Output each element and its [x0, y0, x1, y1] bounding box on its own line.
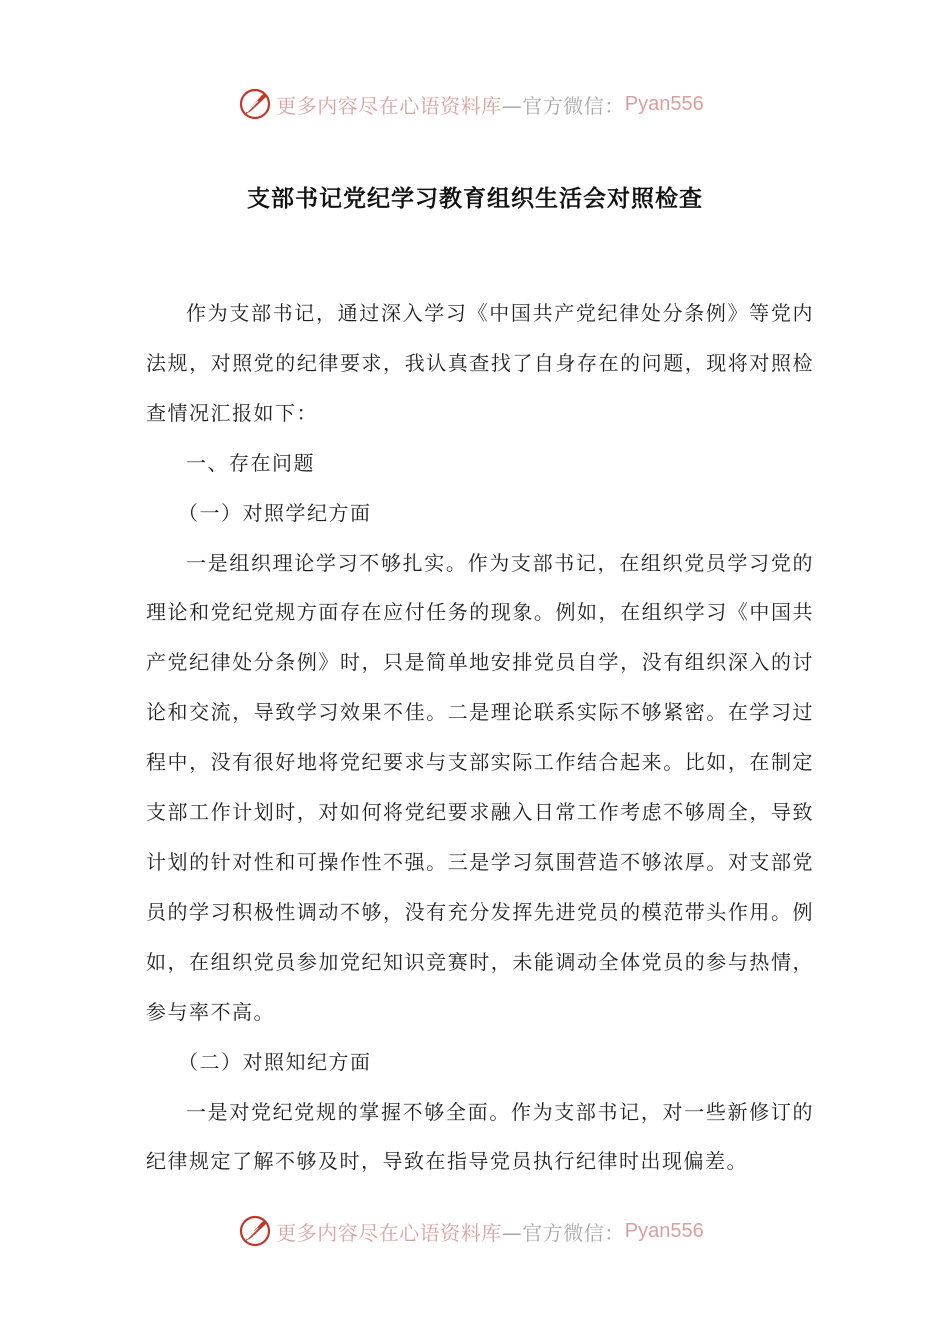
- intro-paragraph: 作为支部书记，通过深入学习《中国共产党纪律处分条例》等党内法规，对照党的纪律要求，我认真查找了自身存在的问题，现将对照检查情况汇报如下：: [146, 301, 814, 425]
- header-brand-text: 更多内容尽在心语资料库: [276, 93, 502, 118]
- document-title: 支部书记党纪学习教育组织生活会对照检查: [247, 186, 703, 212]
- subsection-body-knowing: 一是对党纪党规的掌握不够全面。作为支部书记，对一些新修订的纪律规定了解不够及时，导致在指导党员执行纪律时出现偏差。: [146, 1099, 814, 1174]
- subsection-body-learning: 一是组织理论学习不够扎实。作为支部书记，在组织党员学习党的理论和党纪党规方面存在应付任务的现象。例如，在组织学习《中国共产党纪律处分条例》时，只是简单地安排党员自学，没有组织深入的讨论和交流，导致学习效果不佳。二是理论联系实际不够紧密。在学习过程中，没有很好地将党纪要求与支部实际工作结合起来。比如，在制定支部工作计划时，对如何将党纪要求融入日常工作考虑不够周全，导致计划的针对性和可操作性不强。三是学习氛围营造不够浓厚。对支部党员的学习积极性调动不够，没有充分发挥先进党员的模范带头作用。例如，在组织党员参加党纪知识竞赛时，未能调动全体党员的参与热情，参与率不高。: [146, 550, 814, 1024]
- footer-official-text: —官方微信：: [501, 1220, 625, 1245]
- subsection-heading-knowing: （二）对照知纪方面: [178, 1049, 372, 1074]
- footer-watermark-banner: [0, 1211, 950, 1251]
- header-watermark-banner: [0, 84, 950, 124]
- document-body: [146, 289, 814, 1187]
- header-wechat-id: Pyan556: [624, 92, 704, 115]
- header-official-text: —官方微信：: [501, 93, 625, 118]
- subsection-heading-learning: （一）对照学纪方面: [178, 500, 372, 525]
- section-heading-problems: 一、存在问题: [186, 450, 315, 475]
- footer-brand-text: 更多内容尽在心语资料库: [276, 1220, 502, 1245]
- quill-logo-icon: [238, 1214, 272, 1248]
- footer-wechat-id: Pyan556: [624, 1219, 704, 1242]
- quill-logo-icon: [238, 87, 272, 121]
